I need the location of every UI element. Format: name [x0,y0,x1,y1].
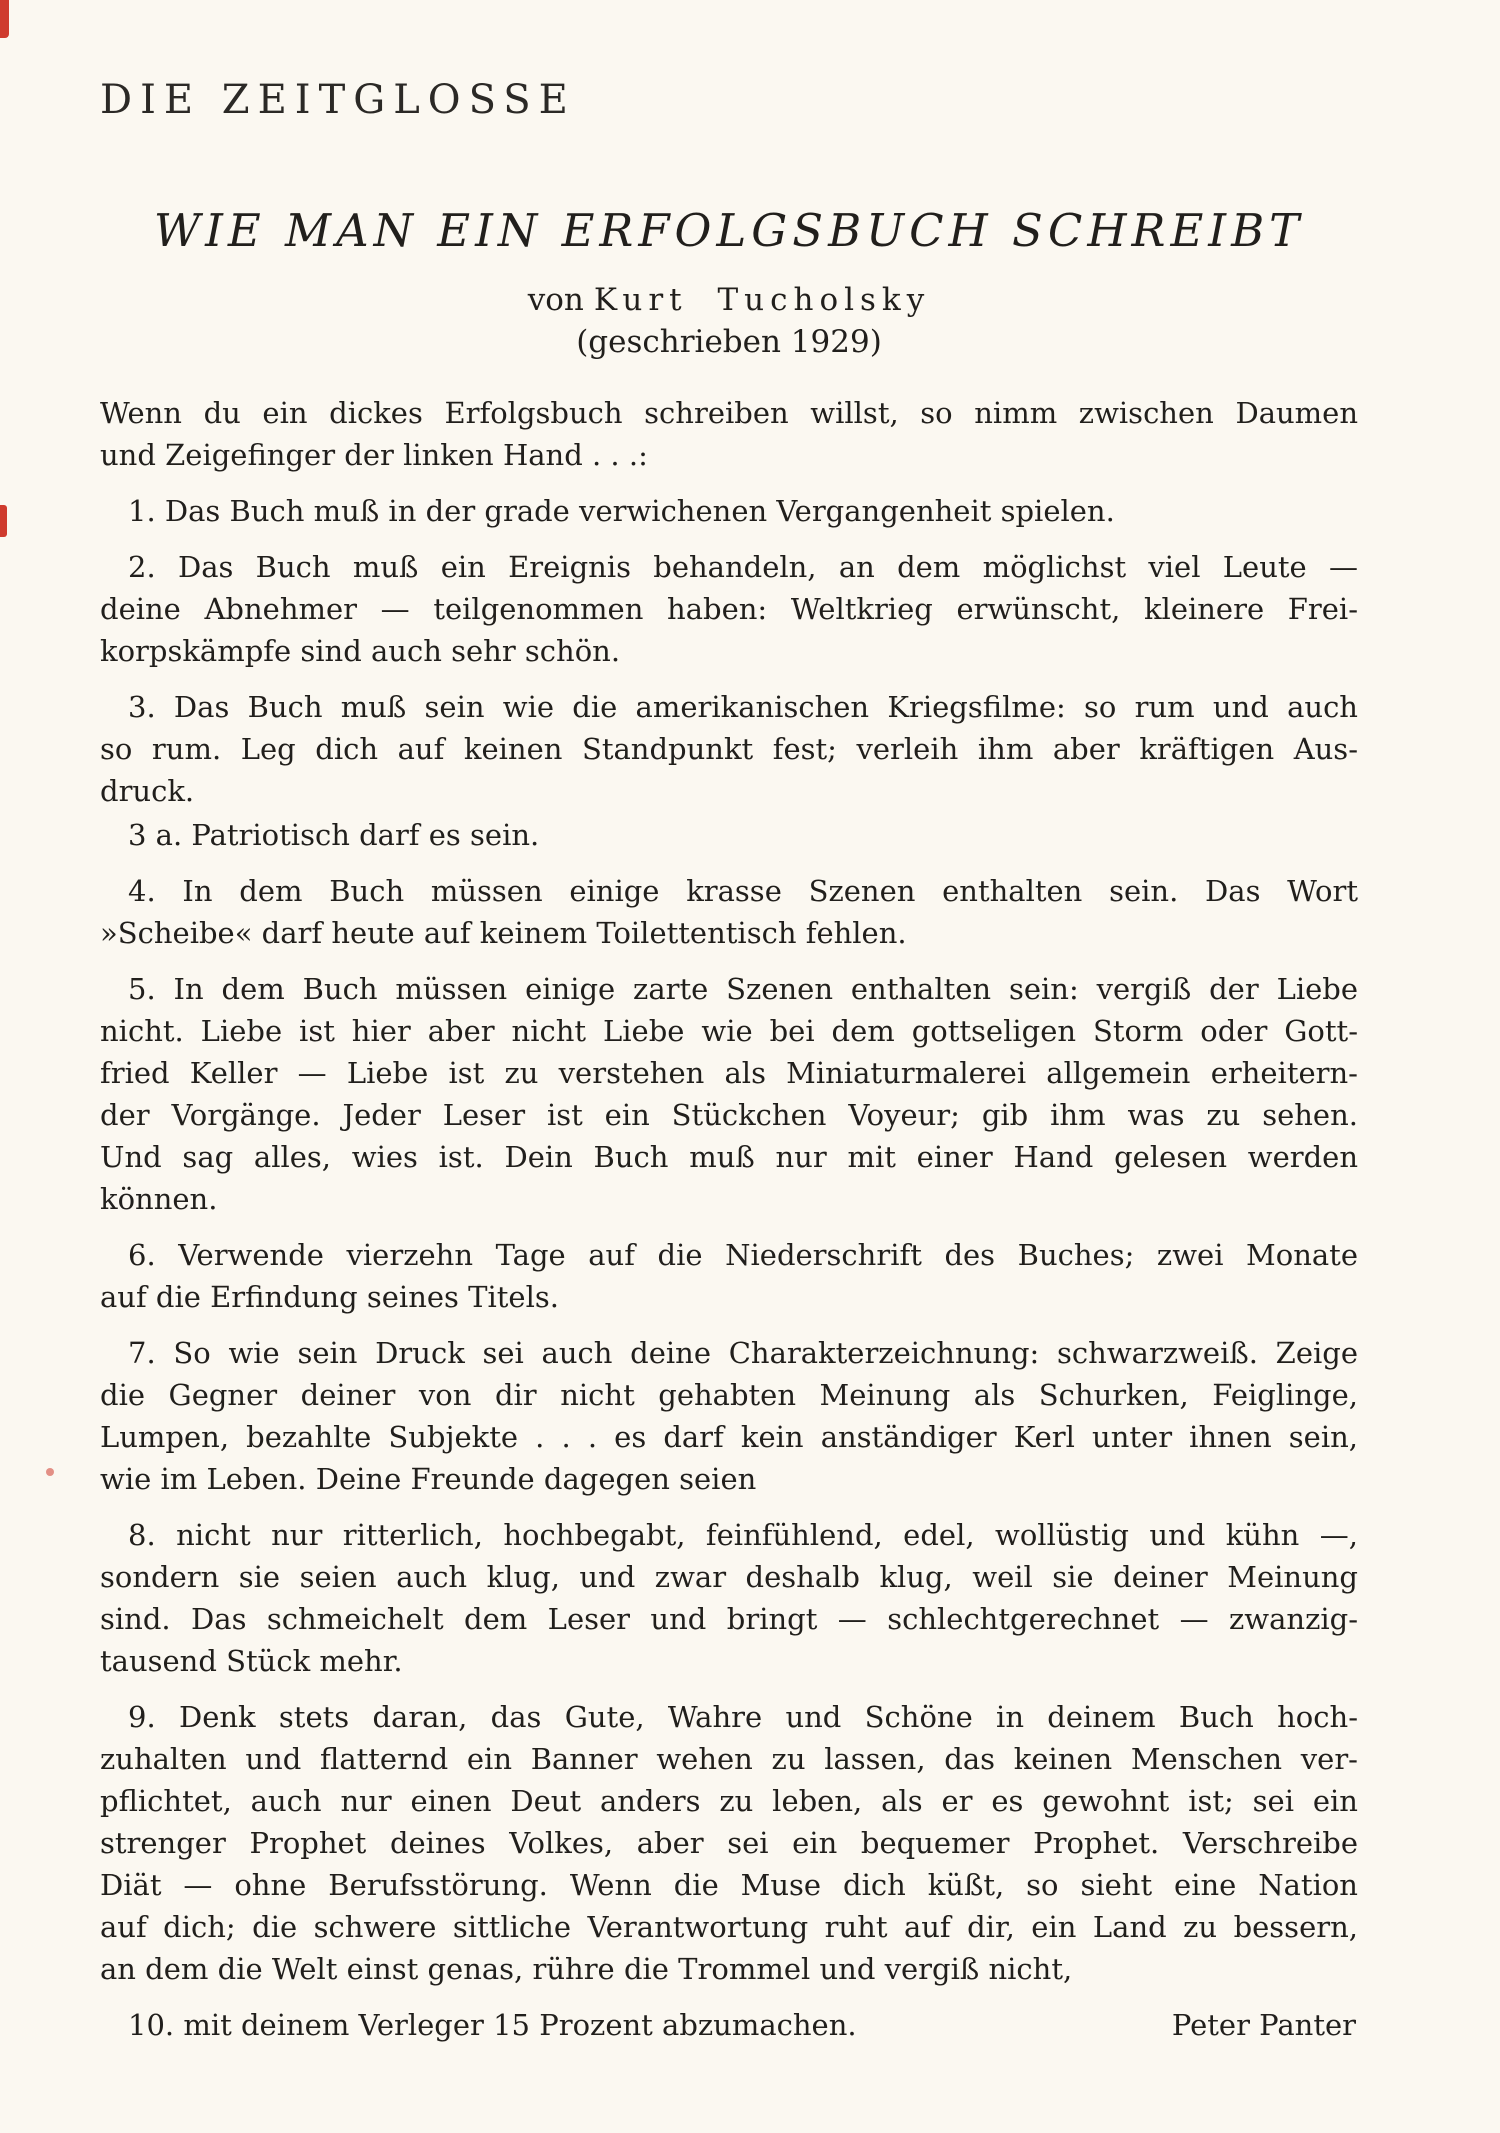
text-line: der Vorgänge. Jeder Leser ist ein Stückchen Voyeur; gib ihm was zu sehen. [100,1098,1358,1132]
text-line: auf die Erfindung seines Titels. [100,1280,559,1314]
text-line: strenger Prophet deines Volkes, aber sei ein bequemer Prophet. Verschreibe [100,1826,1358,1860]
text-line: korpskämpfe sind auch sehr schön. [100,634,621,668]
text-line: sind. Das schmeichelt dem Leser und bringt — schlechtgerechnet — zwanzig- [100,1602,1358,1636]
text-line: so rum. Leg dich auf keinen Standpunkt fest; verleih ihm aber kräftigen Aus- [100,732,1358,766]
final-instruction-text: 10. mit deinem Verleger 15 Prozent abzumachen. [128,2008,857,2042]
written-date-note: (geschrieben 1929) [576,324,882,360]
text-line: Diät — ohne Berufsstörung. Wenn die Muse dich küßt, so sieht eine Nation [100,1868,1358,1902]
paragraph [100,870,1358,954]
article-body [100,392,1358,2046]
paragraph [100,392,1358,476]
paragraph [100,546,1358,672]
section-heading: DIE ZEITGLOSSE [100,77,576,123]
text-line: 8. nicht nur ritterlich, hochbegabt, feinfühlend, edel, wollüstig und kühn —, [128,1518,1358,1552]
text-line: 1. Das Buch muß in der grade verwichenen Vergangenheit spielen. [128,494,1115,528]
paragraph [100,1234,1358,1318]
paragraph [100,2004,1358,2046]
paragraph [100,1332,1358,1500]
text-line: pflichtet, auch nur einen Deut anders zu leben, als er es gewohnt ist; sei ein [100,1784,1358,1818]
text-line: die Gegner deiner von dir nicht gehabten Meinung als Schurken, Feiglinge, [100,1378,1358,1412]
text-line: 9. Denk stets daran, das Gute, Wahre und Schöne in deinem Buch hoch- [128,1700,1358,1734]
text-line: und Zeigefinger der linken Hand . . .: [100,438,648,472]
byline [100,280,1358,320]
text-line: an dem die Welt einst genas, rühre die Trommel und vergiß nicht, [100,1952,1073,1986]
byline-prefix: von [527,282,584,318]
article-title: WIE MAN EIN ERFOLGSBUCH SCHREIBT [153,204,1305,257]
paragraph [100,490,1358,532]
text-line: 7. So wie sein Druck sei auch deine Charakterzeichnung: schwarzweiß. Zeige [128,1336,1358,1370]
text-line: 6. Verwende vierzehn Tage auf die Niederschrift des Buches; zwei Monate [128,1238,1358,1272]
paragraph [100,968,1358,1220]
text-line: Wenn du ein dickes Erfolgsbuch schreiben willst, so nimm zwischen Daumen [100,396,1358,430]
text-line: »Scheibe« darf heute auf keinem Toilettentisch fehlen. [100,916,907,950]
red-scan-speck [46,1468,54,1476]
red-scan-edge-mark-top [0,0,9,38]
text-line: auf dich; die schwere sittliche Verantwortung ruht auf dir, ein Land zu bessern, [100,1910,1358,1944]
paragraph [100,1696,1358,1990]
paragraph [100,1514,1358,1682]
text-line: nicht. Liebe ist hier aber nicht Liebe wie bei dem gottseligen Storm oder Gott- [100,1014,1358,1048]
text-line: druck. [100,774,195,808]
text-line: tausend Stück mehr. [100,1644,403,1678]
text-line-with-signature [100,2004,1358,2046]
text-line: Lumpen, bezahlte Subjekte . . . es darf kein anständiger Kerl unter ihnen sein, [100,1420,1358,1454]
text-line: sondern sie seien auch klug, und zwar deshalb klug, weil sie deiner Meinung [100,1560,1358,1594]
text-line: wie im Leben. Deine Freunde dagegen seien [100,1462,757,1496]
text-line: 2. Das Buch muß ein Ereignis behandeln, an dem möglichst viel Leute — [128,550,1358,584]
text-line: können. [100,1182,218,1216]
text-line: 3 a. Patriotisch darf es sein. [128,818,540,852]
paragraph [100,814,1358,856]
text-line: 4. In dem Buch müssen einige krasse Szenen enthalten sein. Das Wort [128,874,1358,908]
text-line: zuhalten und flatternd ein Banner wehen zu lassen, das keinen Menschen ver- [100,1742,1358,1776]
text-line: 3. Das Buch muß sein wie die amerikanischen Kriegsfilme: so rum und auch [128,690,1358,724]
author-pseudonym-signature: Peter Panter [1171,2008,1356,2042]
paragraph [100,686,1358,812]
author-name: Kurt Tucholsky [593,282,931,318]
text-column [100,75,1358,2046]
text-line: fried Keller — Liebe ist zu verstehen als Miniaturmalerei allgemein erheitern- [100,1056,1358,1090]
text-line: 5. In dem Buch müssen einige zarte Szenen enthalten sein: vergiß der Liebe [128,972,1358,1006]
text-line: Und sag alles, wies ist. Dein Buch muß nur mit einer Hand gelesen werden [100,1140,1358,1174]
text-line: deine Abnehmer — teilgenommen haben: Weltkrieg erwünscht, kleinere Frei- [100,592,1358,626]
red-scan-edge-mark-middle [0,505,7,537]
